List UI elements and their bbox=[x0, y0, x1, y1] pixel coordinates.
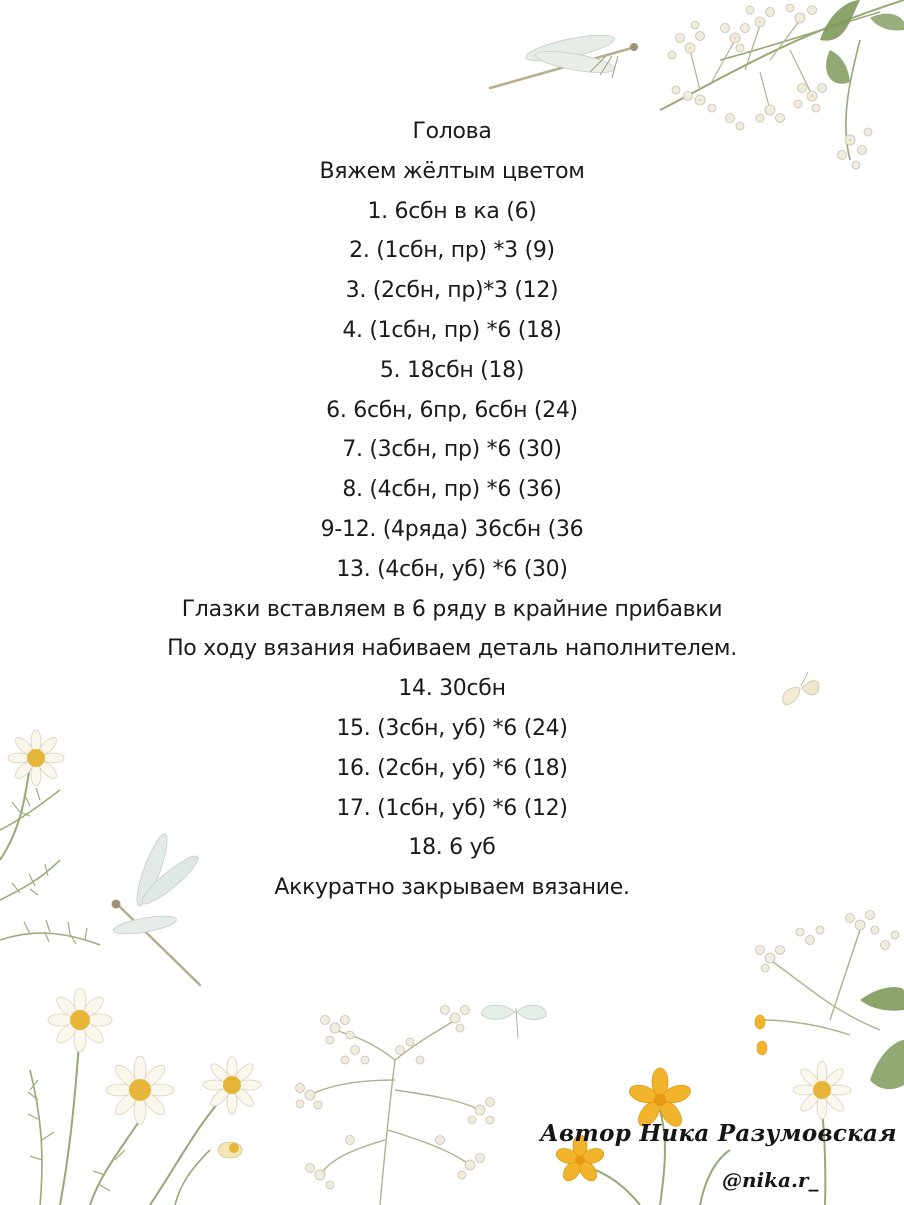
chamomile-icon bbox=[28, 988, 261, 1205]
dragonfly-icon bbox=[490, 30, 638, 88]
author-handle: @nika.r_ bbox=[722, 1168, 819, 1192]
pattern-row: 16. (2сбн, уб) *6 (18) bbox=[336, 755, 568, 781]
pattern-row: 18. 6 уб bbox=[408, 835, 496, 861]
leaf-icon bbox=[860, 987, 904, 1089]
pattern-title: Голова bbox=[412, 119, 492, 144]
pattern-row: 9-12. (4ряда) 36сбн (36 bbox=[320, 516, 584, 542]
pattern-row: 3. (2сбн, пр)*3 (12) bbox=[345, 278, 559, 304]
pattern-row: 1. 6сбн в ка (6) bbox=[367, 198, 537, 224]
pattern-row: 2. (1сбн, пр) *3 (9) bbox=[349, 238, 555, 264]
pattern-row: 5. 18сбн (18) bbox=[379, 357, 525, 383]
pattern-row: 14. 30сбн bbox=[398, 676, 506, 702]
pattern-row: 13. (4сбн, уб) *6 (30) bbox=[336, 556, 568, 582]
pattern-row: 4. (1сбн, пр) *6 (18) bbox=[342, 317, 562, 343]
author-signature: Автор Ника Разумовская bbox=[540, 1120, 897, 1147]
pattern-row: 17. (1сбн, уб) *6 (12) bbox=[336, 795, 568, 821]
pattern-row: 15. (3сбн, уб) *6 (24) bbox=[336, 715, 568, 741]
pattern-text bbox=[0, 112, 904, 908]
pattern-row: 8. (4сбн, пр) *6 (36) bbox=[342, 477, 562, 503]
pattern-subtitle: Вяжем жёлтым цветом bbox=[319, 158, 585, 184]
pattern-note: Аккуратно закрываем вязание. bbox=[274, 875, 630, 901]
leaf-icon bbox=[820, 0, 904, 84]
pattern-row: 6. 6сбн, 6пр, 6сбн (24) bbox=[326, 397, 578, 423]
moth-icon bbox=[482, 1005, 546, 1038]
pattern-note: Глазки вставляем в 6 ряду в крайние прибавки bbox=[181, 596, 723, 622]
pattern-note: По ходу вязания набиваем деталь наполнителем. bbox=[167, 636, 737, 662]
pattern-row: 7. (3сбн, пр) *6 (30) bbox=[342, 437, 562, 463]
elderflower-icon bbox=[296, 1006, 495, 1205]
elderflower-icon bbox=[756, 911, 900, 1036]
